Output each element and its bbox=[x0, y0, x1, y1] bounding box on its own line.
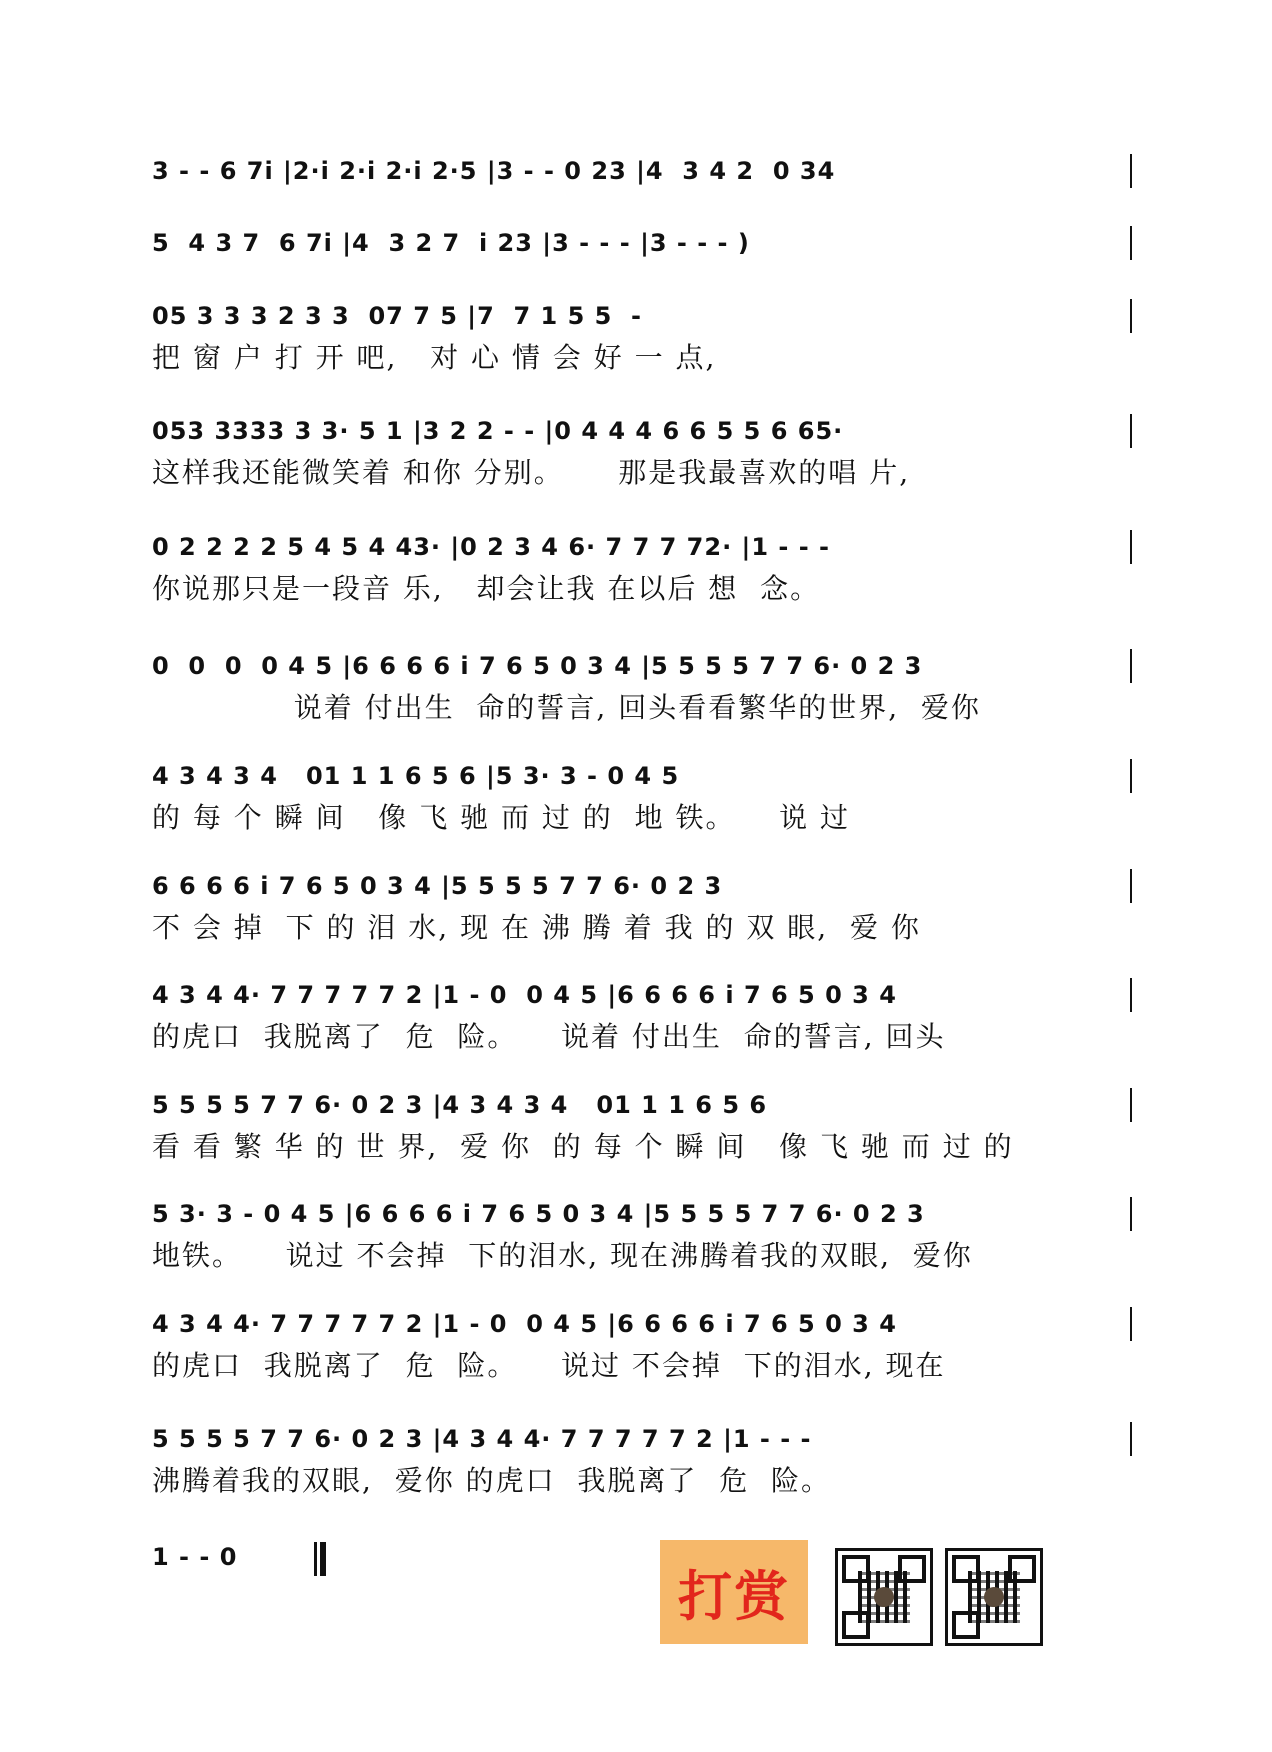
lyrics: 你说那只是一段音 乐, 却会让我 在以后 想 念。 bbox=[152, 572, 821, 605]
barline bbox=[1130, 530, 1132, 564]
barline bbox=[1130, 869, 1132, 903]
barline bbox=[1130, 1422, 1132, 1456]
score-line-3 bbox=[152, 295, 1132, 379]
notes: 5 3· 3 - 0 4 5 |6 6 6 6 i 7 6 5 0 3 4 |5 5 5 5 7 7 6· 0 2 3 bbox=[152, 1200, 925, 1228]
barline bbox=[1130, 414, 1132, 448]
barline bbox=[1130, 154, 1132, 188]
barline bbox=[1130, 759, 1132, 793]
notes: 5 4 3 7 6 7i |4 3 2 7 i 23 |3 - - - |3 - - - ) bbox=[152, 229, 750, 257]
score-line-12 bbox=[152, 1303, 1132, 1387]
qr-center-logo bbox=[984, 1587, 1004, 1607]
barline bbox=[1130, 299, 1132, 333]
notes: 0 0 0 0 4 5 |6 6 6 6 i 7 6 5 0 3 4 |5 5 5 5 7 7 6· 0 2 3 bbox=[152, 652, 923, 680]
lyrics: 看 看 繁 华 的 世 界, 爱 你 的 每 个 瞬 间 像 飞 驰 而 过 的 bbox=[152, 1130, 1014, 1163]
notes: 0 2 2 2 2 5 4 5 4 43· |0 2 3 4 6· 7 7 7 72· |1 - - - bbox=[152, 533, 830, 561]
notes: 4 3 4 3 4 01 1 1 6 5 6 |5 3· 3 - 0 4 5 bbox=[152, 762, 680, 790]
lyrics: 沸腾着我的双眼, 爱你 的虎口 我脱离了 危 险。 bbox=[152, 1464, 832, 1497]
notes: 5 5 5 5 7 7 6· 0 2 3 |4 3 4 4· 7 7 7 7 7 2 |1 - - - bbox=[152, 1425, 812, 1453]
notes: 05 3 3 3 2 3 3 07 7 5 |7 7 1 5 5 - bbox=[152, 302, 643, 330]
score-line-10 bbox=[152, 1084, 1132, 1168]
notes: 1 - - 0 bbox=[152, 1543, 238, 1571]
score-line-13 bbox=[152, 1418, 1132, 1502]
notes: 3 - - 6 7i |2·i 2·i 2·i 2·5 |3 - - 0 23 |4 3 4 2 0 34 bbox=[152, 157, 836, 185]
score-line-7 bbox=[152, 755, 1132, 839]
qr-code-icon bbox=[945, 1548, 1043, 1646]
barline bbox=[1130, 978, 1132, 1012]
barline bbox=[1130, 1307, 1132, 1341]
final-barline-thin bbox=[314, 1542, 317, 1576]
lyrics: 的 每 个 瞬 间 像 飞 驰 而 过 的 地 铁。 说 过 bbox=[152, 801, 851, 834]
score-line-11 bbox=[152, 1193, 1132, 1277]
barline bbox=[1130, 1197, 1132, 1231]
lyrics: 说着 付出生 命的誓言, 回头看看繁华的世界, 爱你 bbox=[152, 691, 981, 724]
score-line-9 bbox=[152, 974, 1132, 1058]
score-line-2 bbox=[152, 222, 1132, 264]
notes: 053 3333 3 3· 5 1 |3 2 2 - - |0 4 4 4 6 6 5 5 6 65· bbox=[152, 417, 844, 445]
notes: 4 3 4 4· 7 7 7 7 7 2 |1 - 0 0 4 5 |6 6 6 6 i 7 6 5 0 3 4 bbox=[152, 981, 897, 1009]
score-line-1 bbox=[152, 150, 1132, 192]
lyrics: 把 窗 户 打 开 吧, 对 心 情 会 好 一 点, bbox=[152, 341, 717, 374]
notes: 5 5 5 5 7 7 6· 0 2 3 |4 3 4 3 4 01 1 1 6 5 6 bbox=[152, 1091, 768, 1119]
lyrics: 地铁。 说过 不会掉 下的泪水, 现在沸腾着我的双眼, 爱你 bbox=[152, 1239, 973, 1272]
score-line-8 bbox=[152, 865, 1132, 949]
barline bbox=[1130, 1088, 1132, 1122]
final-barline-thick bbox=[320, 1542, 326, 1576]
final-measure bbox=[152, 1536, 332, 1578]
lyrics: 不 会 掉 下 的 泪 水, 现 在 沸 腾 着 我 的 双 眼, 爱 你 bbox=[152, 911, 921, 944]
barline bbox=[1130, 649, 1132, 683]
score-line-5 bbox=[152, 526, 1132, 610]
lyrics: 的虎口 我脱离了 危 险。 说过 不会掉 下的泪水, 现在 bbox=[152, 1349, 946, 1382]
lyrics: 这样我还能微笑着 和你 分别。 那是我最喜欢的唱 片, bbox=[152, 456, 911, 489]
notes: 6 6 6 6 i 7 6 5 0 3 4 |5 5 5 5 7 7 6· 0 2 3 bbox=[152, 872, 723, 900]
donate-button[interactable]: 打赏 bbox=[660, 1540, 808, 1644]
barline bbox=[1130, 226, 1132, 260]
score-line-6 bbox=[152, 645, 1132, 729]
score-line-4 bbox=[152, 410, 1132, 494]
qr-code-icon bbox=[835, 1548, 933, 1646]
lyrics: 的虎口 我脱离了 危 险。 说着 付出生 命的誓言, 回头 bbox=[152, 1020, 946, 1053]
qr-center-logo bbox=[874, 1587, 894, 1607]
notes: 4 3 4 4· 7 7 7 7 7 2 |1 - 0 0 4 5 |6 6 6 6 i 7 6 5 0 3 4 bbox=[152, 1310, 897, 1338]
